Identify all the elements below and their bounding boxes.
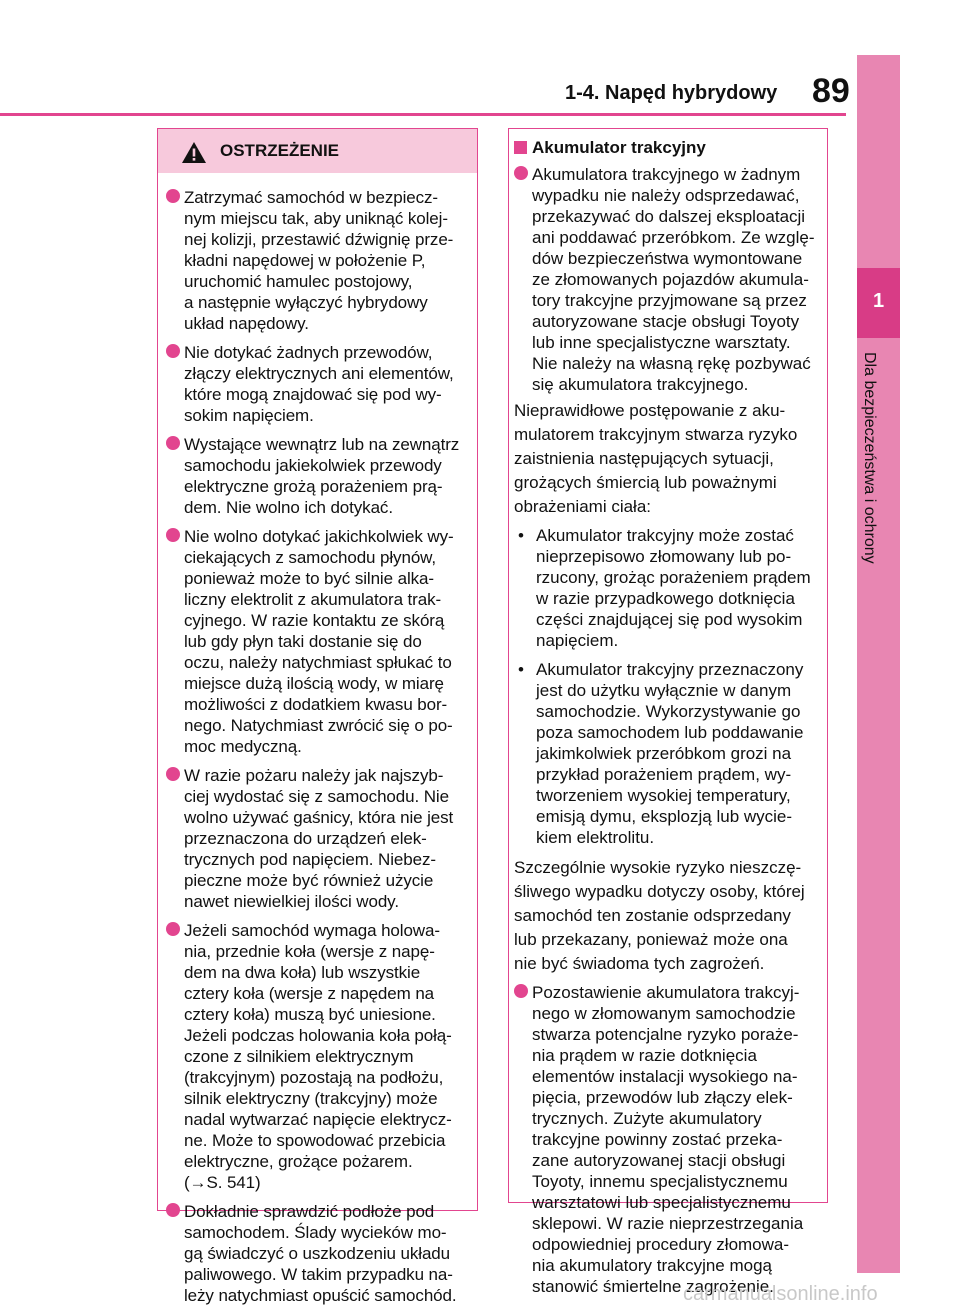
bullet-dot-icon [166, 922, 180, 936]
battery-bullet: • Akumulator trakcyjny przeznaczony jest do użytku wyłącznie w danym samochodzie. Wykorzystywanie go poza samochodem lub poddawanie jakimkolwiek przeróbkom grozi na przykład porażeniem prądem, wy- tworzeniem wysokiej temperatury, emisją dymu, eksplozją lub wycie- kiem elektrolitu. [518, 660, 804, 847]
warning-item: Nie wolno dotykać jakichkolwiek wy- ciekających z samochodu płynów, ponieważ może to być silnie alka- liczny elektrolit z akumulatora trak- cyjnego. W razie kontaktu ze skórą lub gdy płyn taki dostanie się do oczu, należy natychmiast spłukać to miejsce dużą ilością wody, w miarę możliwości z dodatkiem kwasu bor- nego. Natychmiast zwrócić się o po- moc medyczną. [166, 526, 476, 757]
warning-item: Zatrzymać samochód w bezpiecz- nym miejscu tak, aby uniknąć kolej- nej kolizji, przestawić dźwignię prze- kładni napędowej w położenie P, uruchomić hamulec postojowy, a następnie wyłączyć hybrydowy układ napędowy. [166, 187, 476, 334]
warning-item: W razie pożaru należy jak najszyb- ciej wydostać się z samochodu. Nie wolno używać gaśnicy, która nie jest przeznaczona do urządzeń elek- trycznych pod napięciem. Niebez- pieczne może być również użycie nawet niewielkiej ilości wody. [166, 765, 476, 912]
battery-paragraph: Nieprawidłowe postępowanie z aku- mulatorem trakcyjnym stwarza ryzyko zaistnienia następujących sytuacji, grożących śmiercią lub poważnymi obrażeniami ciała: [514, 401, 798, 516]
page-number: 89 [812, 72, 850, 110]
section-title: 1-4. Napęd hybrydowy [565, 82, 778, 104]
bullet-dot-icon [166, 767, 180, 781]
watermark: carmanualsonline.info [683, 1283, 878, 1305]
bullet-dot-icon [166, 528, 180, 542]
warning-triangle-icon [181, 141, 207, 164]
warning-list [166, 187, 476, 1314]
battery-info-content [514, 137, 828, 1297]
warning-box [157, 128, 478, 1305]
battery-item: Pozostawienie akumulatora trakcyj- nego w złomowanym samochodzie stwarza potencjalne ryzyko poraże- nia prądem w razie dotknięcia elementów instalacji wysokiego na- pięcia, przewodów lub złączy elek- trycznych. Zużyte akumulatory trakcyjne powinny zostać przeka- zane autoryzowanej stacji obsługi Toyoty, innemu specjalistycznemu warsztatowi lub specjalistycznemu sklepowi. W razie nieprzestrzegania odpowiedniej procedury złomowa- nia akumulatory trakcyjne mogą stanowić śmiertelne zagrożenie. [514, 982, 828, 1297]
warning-item: Jeżeli samochód wymaga holowa- nia, przednie koła (wersje z napę- dem na dwa koła) lub wszystkie cztery koła (wersje z napędem na cztery koła) muszą być uniesione. Jeżeli podczas holowania koła połą- czone z silnikiem elektrycznym (trakcyjnym) pozostają na podłożu, silnik elektryczny (trakcyjny) może nadal wytwarzać napięcie elektrycz- ne. Może to spowodować przebicia elektryczne, grożące pożarem. (→S. 541) [166, 920, 476, 1193]
battery-item: Akumulatora trakcyjnego w żadnym wypadku nie należy odsprzedawać, przekazywać do dalszej eksploatacji ani poddawać przeróbkom. Ze wzglę- dów bezpieczeństwa wymontowane ze złomowanych pojazdów akumula- tory trakcyjne przyjmowane są przez autoryzowane stacje obsługi Toyoty lub inne specjalistyczne warsztaty. Nie należy na własną rękę pozbywać się akumulatora trakcyjnego. [514, 164, 828, 395]
battery-paragraph: Szczególnie wysokie ryzyko nieszczę- śliwego wypadku dotyczy osoby, której samochód ten zostanie odsprzedany lub przekazany, ponieważ może ona nie być świadoma tych zagrożeń. [514, 858, 805, 973]
battery-bullet: • Akumulator trakcyjny może zostać nieprzepisowo złomowany lub po- rzucony, grożąc porażeniem prądem w razie przypadkowego dotknięcia części znajdującej się pod wysokim napięciem. [518, 526, 811, 650]
chapter-side-tab[interactable] [857, 55, 900, 1273]
bullet-dot-icon [514, 166, 528, 180]
warning-item: Nie dotykać żadnych przewodów, złączy elektrycznych ani elementów, które mogą znajdować się pod wy- sokim napięciem. [166, 342, 476, 426]
warning-header [158, 129, 477, 173]
warning-item: Wystające wewnątrz lub na zewnątrz samochodu jakiekolwiek przewody elektryczne grożą porażeniem prą- dem. Nie wolno ich dotykać. [166, 434, 476, 518]
square-bullet-icon [514, 141, 527, 154]
bullet-dot-icon [166, 189, 180, 203]
battery-info-box [508, 128, 828, 1296]
chapter-label: Dla bezpieczeństwa i ochrony [861, 352, 878, 564]
bullet-dot-icon [166, 1203, 180, 1217]
bullet-dot-icon [166, 436, 180, 450]
warning-item: Dokładnie sprawdzić podłoże pod samochodem. Ślady wycieków mo- gą świadczyć o uszkodzeniu układu paliwowego. W takim przypadku na- leży natychmiast opuścić samochód. [166, 1201, 476, 1306]
bullet-dot-icon [166, 344, 180, 358]
chapter-number: 1 [872, 290, 885, 312]
warning-title: OSTRZEŻENIE [220, 141, 340, 160]
header-rule [0, 113, 846, 116]
battery-section-heading: Akumulator trakcyjny [514, 137, 828, 158]
bullet-dot-icon [514, 984, 528, 998]
